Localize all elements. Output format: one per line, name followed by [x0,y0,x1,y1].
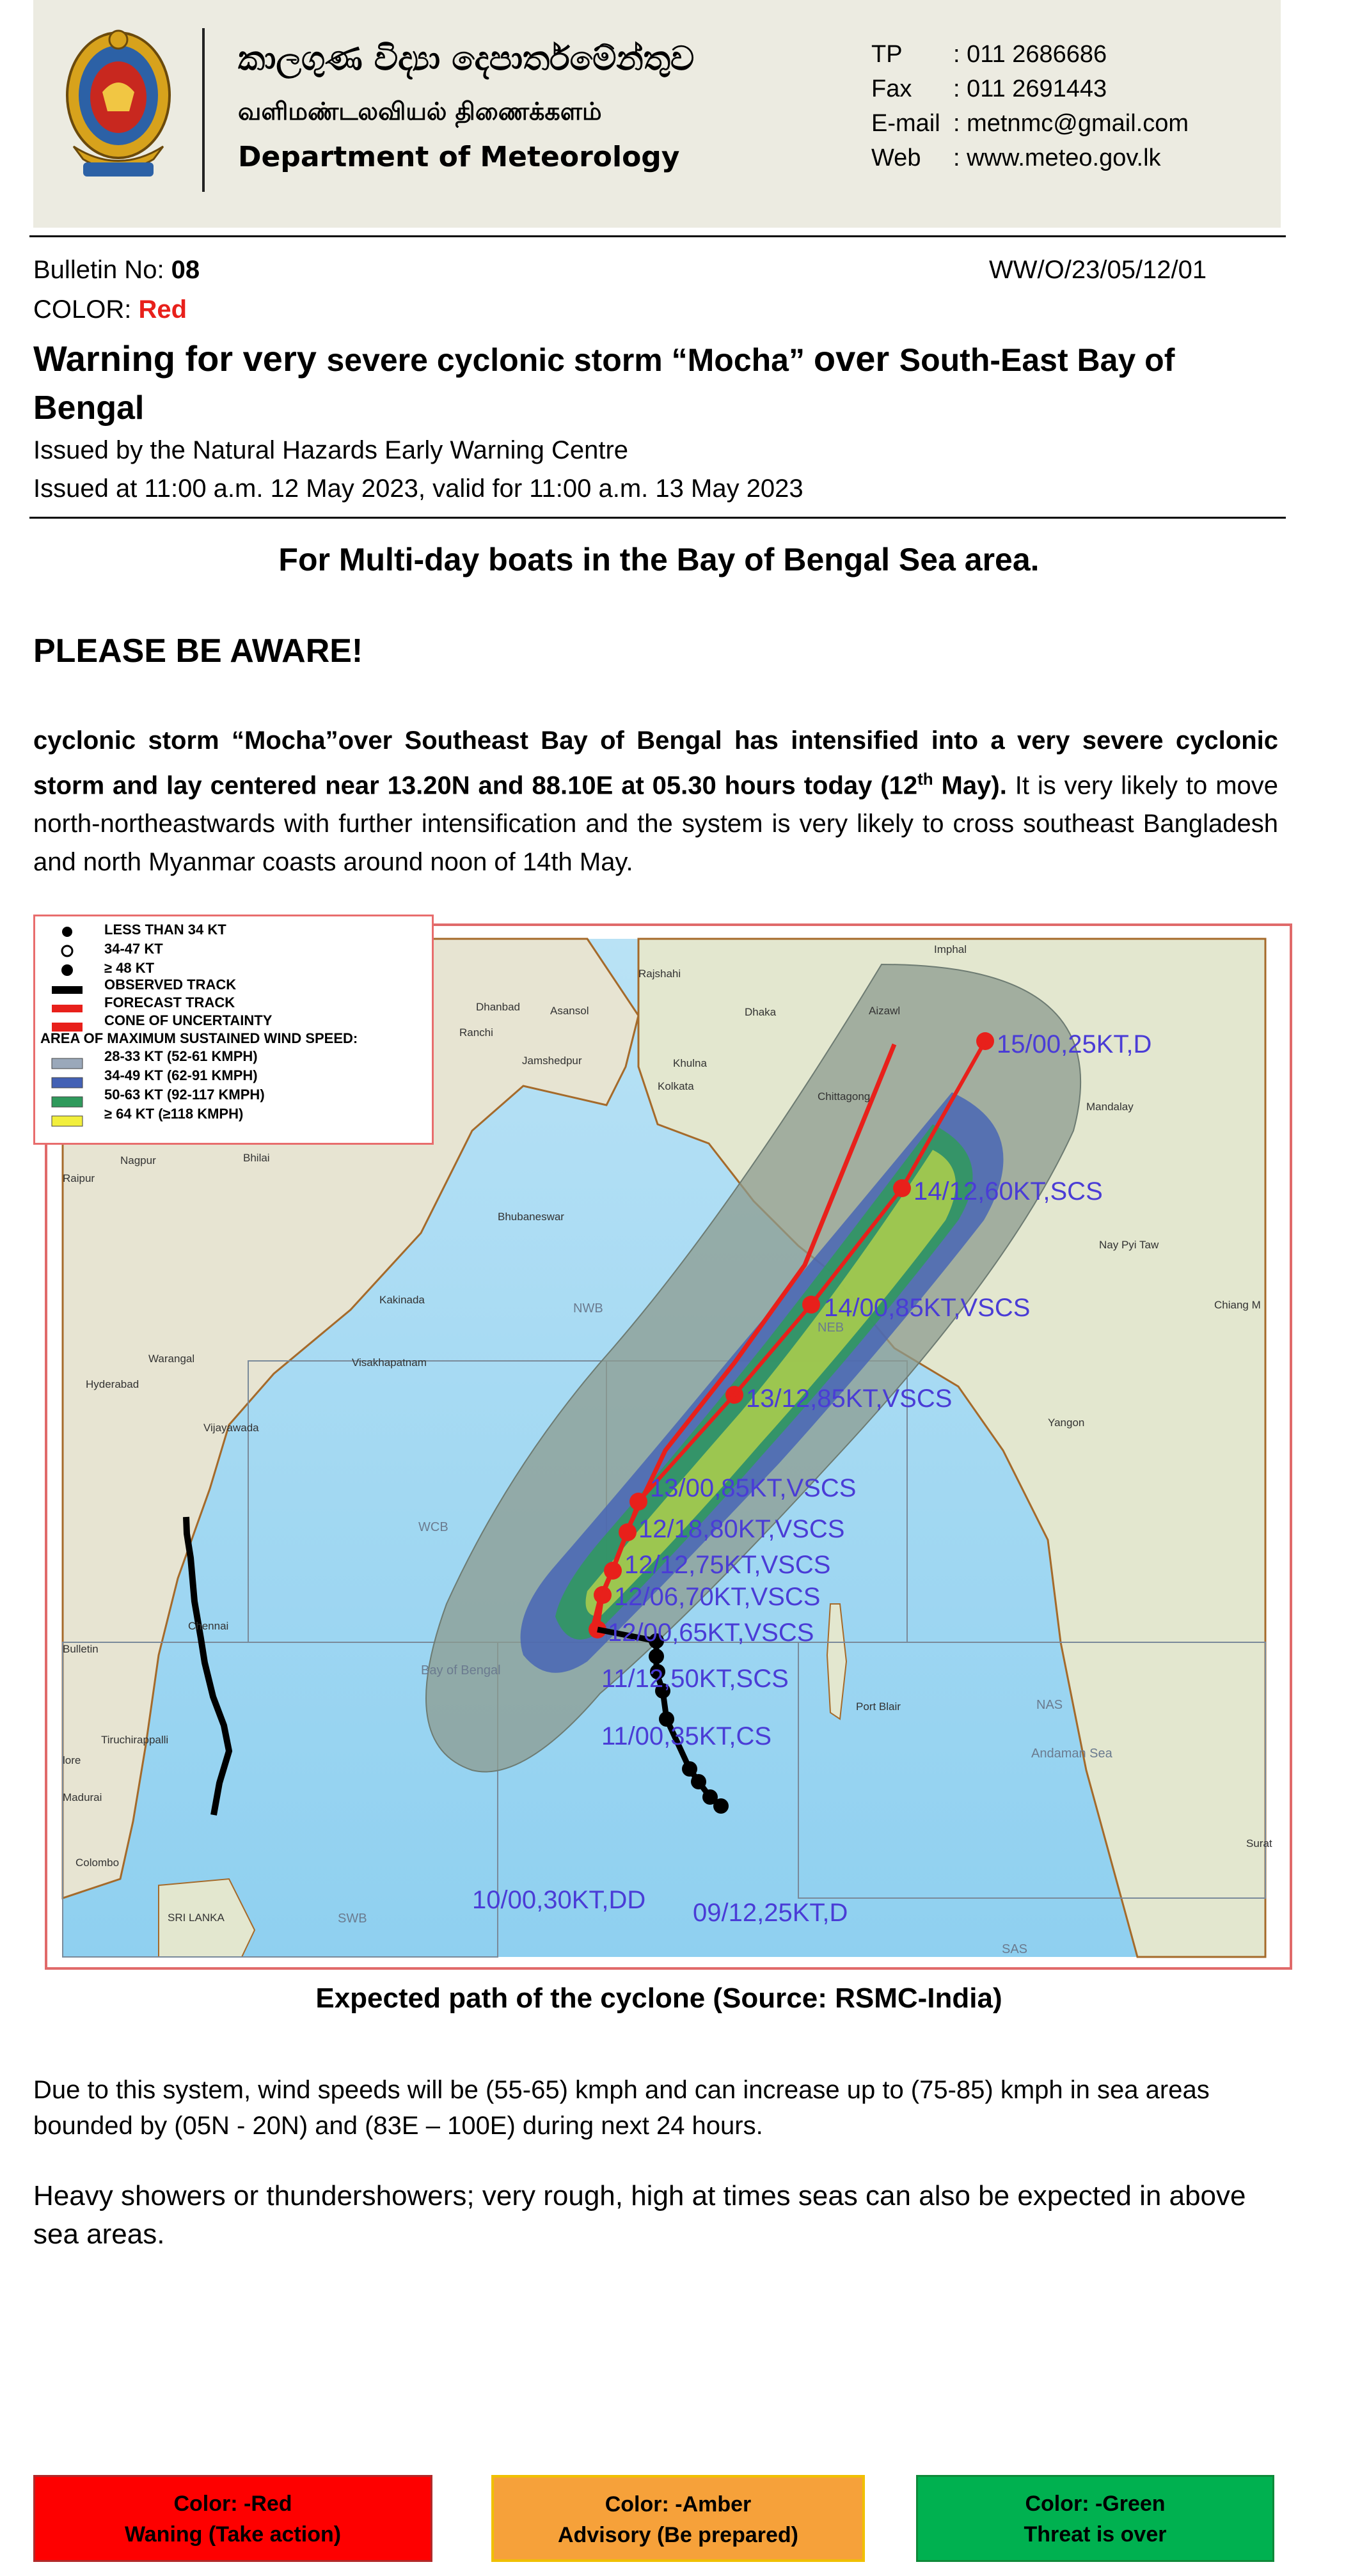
department-name-tamil: வளிமண்டலவியல் திணைக்களம் [238,97,602,125]
svg-text:Kakinada: Kakinada [379,1294,425,1306]
sri-lanka-emblem-icon [64,28,173,182]
svg-text:Jamshedpur: Jamshedpur [522,1055,582,1067]
contact-fax: Fax : 011 2691443 [871,75,1107,102]
track-label: 15/00,25KT,D [997,1030,1152,1058]
sea-conditions-paragraph: Heavy showers or thundershowers; very rough, high at times seas can also be expected in above sea areas. [33,2180,1246,2250]
legend-item: ≥ 48 KT [104,960,155,976]
track-label: 12/12,75KT,VSCS [624,1551,831,1579]
contact-email[interactable]: E-mail : metnmc@gmail.com [871,110,1189,137]
legend-item: CONE OF UNCERTAINTY [104,1012,273,1028]
svg-text:Port Blair: Port Blair [856,1700,901,1713]
track-label: 12/00,65KT,VSCS [608,1619,814,1647]
svg-text:Nay Pyi Taw: Nay Pyi Taw [1099,1239,1159,1251]
svg-text:Nagpur: Nagpur [120,1154,156,1166]
svg-text:Kolkata: Kolkata [658,1080,694,1092]
wind-speed-paragraph: Due to this system, wind speeds will be (55-65) kmph and can increase up to (75-85) kmph in sea areas bounded by (05N - 20N) and (83E – 100E) during next 24 hours. [33,2076,1210,2140]
svg-text:Aizawl: Aizawl [869,1005,901,1017]
track-label: 14/00,85KT,VSCS [824,1294,1031,1322]
contact-web[interactable]: Web : www.meteo.gov.lk [871,145,1161,171]
svg-text:Vijayawada: Vijayawada [203,1422,259,1434]
svg-text:Surat: Surat [1246,1837,1272,1850]
please-be-aware: PLEASE BE AWARE! [33,632,363,670]
svg-text:Dhanbad: Dhanbad [476,1001,521,1013]
color-code-amber: Color: -Amber Advisory (Be prepared) [491,2475,865,2562]
svg-text:Khulna: Khulna [673,1057,707,1069]
svg-text:Imphal: Imphal [934,943,967,955]
bulletin-reference: WW/O/23/05/12/01 [989,256,1207,284]
legend-item: 50-63 KT (92-117 KMPH) [104,1087,265,1103]
track-label: 12/18,80KT,VSCS [638,1515,845,1543]
svg-text:NEB: NEB [818,1321,844,1335]
svg-text:Bhubaneswar: Bhubaneswar [498,1211,564,1223]
legend-item: FORECAST TRACK [104,994,235,1010]
svg-text:NWB: NWB [573,1301,603,1315]
svg-text:Bhilai: Bhilai [243,1152,270,1164]
track-label: 14/12,60KT,SCS [914,1177,1103,1206]
color-code-green: Color: -Green Threat is over [916,2475,1274,2562]
department-name-english: Department of Meteorology [238,141,680,173]
track-label: 12/06,70KT,VSCS [614,1583,821,1611]
svg-text:Warangal: Warangal [148,1353,195,1365]
svg-text:Bulletin: Bulletin [63,1643,99,1655]
svg-text:Tiruchirappalli: Tiruchirappalli [101,1734,169,1746]
svg-text:Raipur: Raipur [63,1172,95,1184]
svg-text:SRI LANKA: SRI LANKA [168,1912,225,1924]
svg-text:Yangon: Yangon [1048,1417,1085,1429]
situation-paragraph: cyclonic storm “Mocha”over Southeast Bay of Bengal has intensified into a very severe cyclonic storm and lay centered near 13.20N and 88.10E at 05.30 hours today (12th May). It is very likely to move north-northeastwards with further intensification and the system is very likely to cross southeast Bangladesh and north Myanmar coasts around noon of 14th May. [33,726,1279,877]
svg-text:Hyderabad: Hyderabad [86,1378,139,1390]
legend-item: 28-33 KT (52-61 KMPH) [104,1048,258,1064]
svg-text:Asansol: Asansol [550,1005,589,1017]
svg-text:Colombo: Colombo [75,1857,120,1869]
header-divider [202,28,205,192]
svg-text:Visakhapatnam: Visakhapatnam [352,1356,427,1369]
svg-text:Ranchi: Ranchi [459,1026,493,1039]
issued-by: Issued by the Natural Hazards Early Warning Centre [33,436,629,464]
legend-item: ≥ 64 KT (≥118 KMPH) [104,1106,244,1122]
svg-text:Dhaka: Dhaka [745,1006,777,1018]
map-legend [33,915,434,1145]
legend-item: LESS THAN 34 KT [104,922,226,938]
bulletin-color: COLOR: Red [33,295,187,324]
svg-text:Madurai: Madurai [63,1791,102,1803]
svg-text:Andaman Sea: Andaman Sea [1031,1747,1112,1761]
track-label: 09/12,25KT,D [693,1899,848,1927]
track-label: 13/00,85KT,VSCS [650,1474,857,1502]
bulletin-number: Bulletin No: 08 [33,256,200,284]
svg-text:Bay of Bengal: Bay of Bengal [421,1663,501,1677]
svg-text:WCB: WCB [418,1520,448,1534]
svg-text:Chittagong: Chittagong [818,1090,871,1103]
track-label: 10/00,30KT,DD [472,1886,646,1914]
legend-item: OBSERVED TRACK [104,977,237,993]
svg-text:Mandalay: Mandalay [1086,1101,1134,1113]
svg-text:Rajshahi: Rajshahi [638,968,681,980]
svg-text:lore: lore [63,1754,81,1766]
contact-phone: TP : 011 2686686 [871,41,1107,68]
notice-title: For Multi-day boats in the Bay of Bengal Sea area. [278,542,1040,577]
svg-text:NAS: NAS [1036,1698,1063,1712]
issued-at: Issued at 11:00 a.m. 12 May 2023, valid for 11:00 a.m. 13 May 2023 [33,475,803,503]
warning-title: Warning for very severe cyclonic storm “Mocha” over South-East Bay of [33,338,1175,379]
legend-item: 34-47 KT [104,941,163,957]
legend-item: 34-49 KT (62-91 KMPH) [104,1067,258,1083]
track-label: 13/12,85KT,VSCS [746,1385,953,1413]
svg-text:Chiang M: Chiang M [1214,1299,1261,1311]
track-label: 11/00,35KT,CS [601,1722,772,1750]
warning-title-line2: Bengal [33,389,145,427]
title-rule [29,517,1286,519]
track-label: 11/12,50KT,SCS [601,1665,789,1693]
svg-text:SWB: SWB [338,1912,367,1926]
svg-text:SAS: SAS [1002,1942,1028,1956]
header-rule [29,235,1286,237]
color-code-red: Color: -Red Waning (Take action) [33,2475,432,2562]
svg-text:Chennai: Chennai [188,1620,229,1632]
department-name-sinhala: කාලගුණ විද්‍යා දෙපාර්තමේන්තුව [238,40,695,78]
map-caption: Expected path of the cyclone (Source: RSMC-India) [315,1983,1002,2014]
legend-heading: AREA OF MAXIMUM SUSTAINED WIND SPEED: [40,1030,358,1046]
